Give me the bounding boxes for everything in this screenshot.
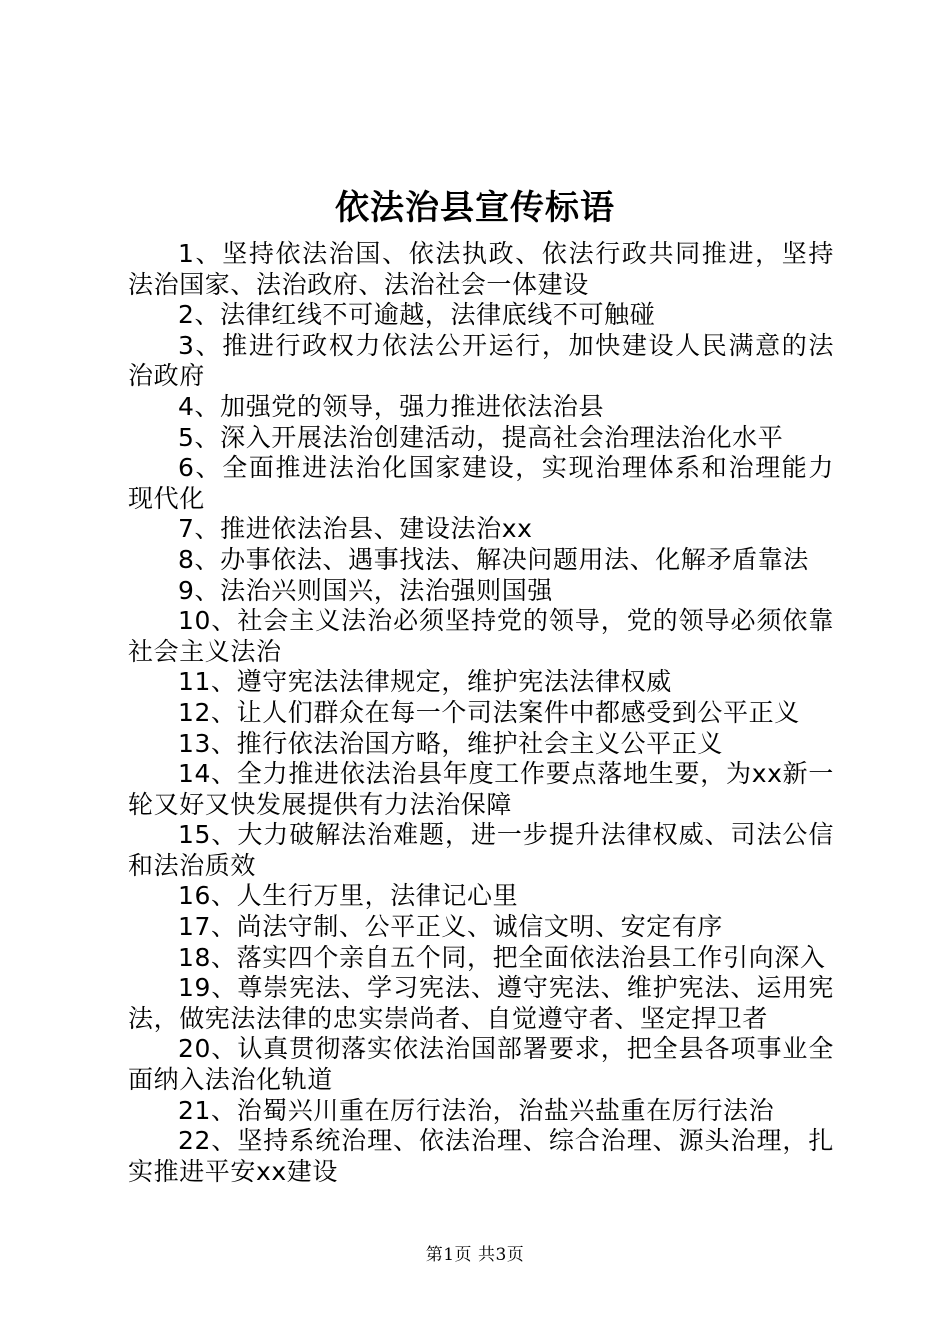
slogan-item: 17、尚法守制、公平正义、诚信文明、安定有序 xyxy=(178,912,724,942)
slogan-item: 15、大力破解法治难题，进一步提升法律权威、司法公信和法治质效 xyxy=(128,820,834,880)
slogan-item: 10、社会主义法治必须坚持党的领导，党的领导必须依靠社会主义法治 xyxy=(128,606,834,666)
slogan-item: 18、落实四个亲自五个同，把全面依法治县工作引向深入 xyxy=(178,942,826,972)
slogan-item: 1、坚持依法治国、依法执政、依法行政共同推进，坚持法治国家、法治政府、法治社会一体建设 xyxy=(128,239,834,299)
slogan-item: 14、全力推进依法治县年度工作要点落地生要，为xx新一轮又好又快发展提供有力法治保障 xyxy=(128,759,834,819)
slogan-item: 8、办事依法、遇事找法、解决问题用法、化解矛盾靠法 xyxy=(178,544,809,574)
slogan-item: 12、让人们群众在每一个司法案件中都感受到公平正义 xyxy=(178,697,800,727)
slogan-item: 16、人生行万里，法律记心里 xyxy=(178,881,519,911)
slogan-item: 21、治蜀兴川重在厉行法治，治盐兴盐重在厉行法治 xyxy=(178,1095,775,1125)
slogan-item: 7、推进依法治县、建设法治xx xyxy=(178,514,533,544)
document-title: 依法治县宣传标语 xyxy=(335,188,615,228)
slogan-item: 2、法律红线不可逾越，法律底线不可触碰 xyxy=(178,300,656,330)
slogan-item: 13、推行依法治国方略，维护社会主义公平正义 xyxy=(178,728,724,758)
slogan-list xyxy=(128,239,834,1187)
slogan-item: 9、法治兴则国兴，法治强则国强 xyxy=(178,575,553,605)
slogan-item: 22、坚持系统治理、依法治理、综合治理、源头治理，扎实推进平安xx建设 xyxy=(128,1126,834,1186)
slogan-item: 3、推进行政权力依法公开运行，加快建设人民满意的法治政府 xyxy=(128,330,834,391)
slogan-item: 5、深入开展法治创建活动，提高社会治理法治化水平 xyxy=(178,422,784,452)
slogan-item: 11、遵守宪法法律规定，维护宪法法律权威 xyxy=(178,667,672,697)
slogan-item: 4、加强党的领导，强力推进依法治县 xyxy=(178,391,605,421)
page-footer: 第1页 共3页 xyxy=(425,1245,525,1265)
slogan-item: 19、尊崇宪法、学习宪法、遵守宪法、维护宪法、运用宪法，做宪法法律的忠实崇尚者、自觉遵守者、坚定捍卫者 xyxy=(128,973,834,1033)
slogan-item: 6、全面推进法治化国家建设，实现治理体系和治理能力现代化 xyxy=(128,453,834,513)
slogan-item: 20、认真贯彻落实依法治国部署要求，把全县各项事业全面纳入法治化轨道 xyxy=(128,1034,834,1095)
